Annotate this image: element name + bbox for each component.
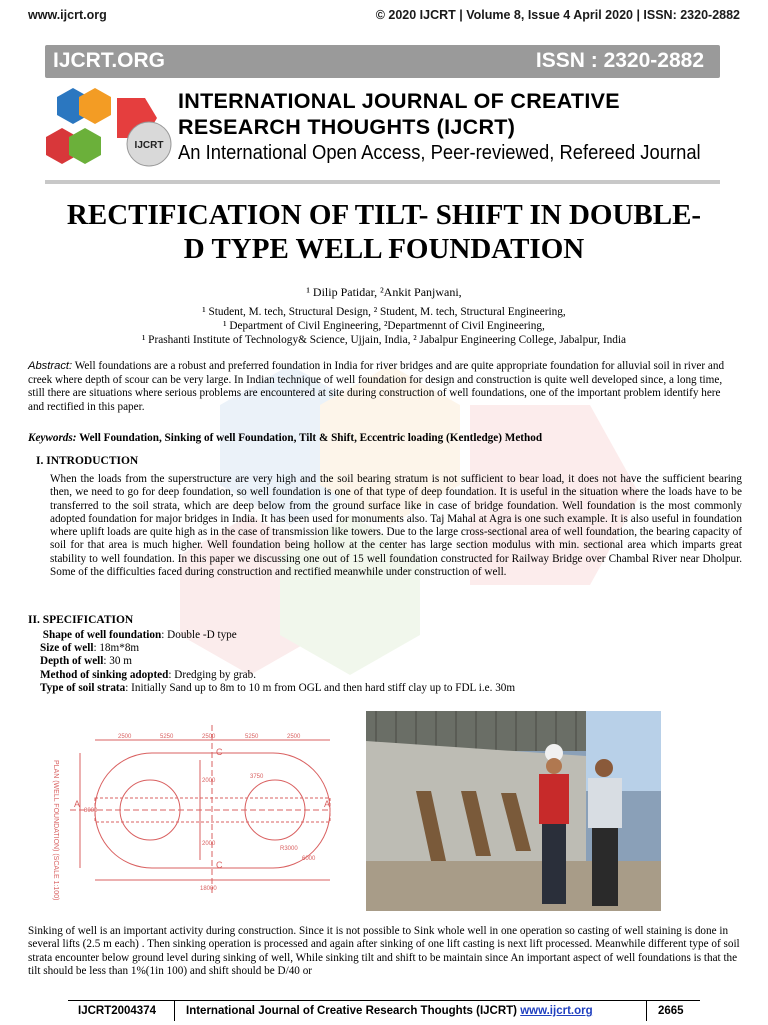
well-plan-drawing (40, 720, 340, 900)
dim-top-5: 2500 (287, 734, 301, 740)
affiliation-line2: ¹ Department of Civil Engineering, ²Departmennt of Civil Engineering, (223, 320, 545, 332)
keywords-label: Keywords: (28, 432, 77, 444)
page-footer (68, 1000, 700, 1025)
dim-mid: 3750 (250, 774, 264, 780)
paper-title-line2: D TYPE WELL FOUNDATION (183, 233, 585, 265)
dim-top-3: 2500 (202, 734, 216, 740)
dim-side: 8000 (84, 808, 98, 814)
abstract-text: Well foundations are a robust and preferred foundation in India for river bridges and are quite appropriate foundation for alluvial soil in river and creek where depth of scour can be very large. In Indian technique of well foundation for design and construction is quite well developed since, a long time, still there are situations where serious problems are encountered at site during construction of well foundations, one of the important problem identify here and rectified in this paper. (28, 360, 725, 413)
journal-subtitle: An International Open Access, Peer-reviewed, Refereed Journal (178, 142, 701, 164)
journal-title-line2: RESEARCH THOUGHTS (IJCRT) (178, 115, 516, 139)
header-rule (45, 180, 720, 184)
intro-heading: I. INTRODUCTION (36, 455, 139, 467)
dim-top-2: 5250 (160, 734, 174, 740)
header-site[interactable]: www.ijcrt.org (28, 8, 107, 22)
abstract (28, 360, 738, 414)
journal-logo (45, 84, 175, 172)
dim-r2: 6000 (302, 856, 316, 862)
dim-bottom: 18000 (200, 886, 217, 892)
spec-item: Size of well: 18m*8m (40, 642, 140, 655)
footer-journal: International Journal of Creative Research Thoughts (IJCRT) www.ijcrt.org (186, 1005, 593, 1017)
spec-item: Depth of well: 30 m (40, 655, 132, 668)
sinking-paragraph: Sinking of well is an important activity during construction. Since it is not possible to Sink whole well in one operation so casting of well staining is done in several lifts (2.5 m each) . Then sinking operation is processed and again after sinking of one lift casting is next lift processed. Meanwhile different type of soil strata encounter below ground level during sinking of well, While sinking tilt and shift to be maintain since An important aspect of well foundations is that the tilt should be less than 1%(1in 100) and shift should be D/40 or (28, 925, 740, 977)
running-header (28, 6, 740, 24)
affiliation-line1: ¹ Student, M. tech, Structural Design, ² Student, M. tech, Structural Engineering, (202, 306, 566, 318)
header-issue: © 2020 IJCRT | Volume 8, Issue 4 April 2020 | ISSN: 2320-2882 (375, 8, 740, 22)
spec-heading: II. SPECIFICATION (28, 614, 134, 626)
dim-v1: 2000 (202, 778, 216, 784)
spec-list (40, 629, 740, 695)
dim-top-4: 5250 (245, 734, 259, 740)
section-top: C (216, 747, 223, 757)
journal-title (178, 88, 620, 140)
abstract-label: Abstract: (28, 360, 73, 372)
footer-id: IJCRT2004374 (78, 1005, 156, 1017)
footer-divider (174, 1001, 175, 1021)
footer-page-number: 2665 (658, 1005, 684, 1017)
dim-v2: 2000 (202, 841, 216, 847)
affiliation-line3: ¹ Prashanti Institute of Technology& Science, Ujjain, India, ² Jabalpur Engineering College, Jabalpur, India (141, 334, 627, 346)
section-left: A (74, 799, 81, 809)
section-bottom: C (216, 860, 223, 870)
section-right: A (324, 799, 331, 809)
logo-text: IJCRT (134, 140, 164, 151)
journal-banner (45, 45, 720, 78)
site-photo (366, 711, 661, 911)
authors-block (0, 285, 768, 347)
footer-divider (646, 1001, 647, 1021)
author-names: ¹ Dilip Patidar, ²Ankit Panjwani, (306, 285, 462, 299)
keywords (28, 432, 738, 444)
keywords-text: Well Foundation, Sinking of well Foundation, Tilt & Shift, Eccentric loading (Kentledge) Method (76, 432, 543, 444)
banner-left: IJCRT.ORG (53, 49, 166, 72)
dim-r: R3000 (280, 846, 298, 852)
dim-top-1: 2500 (118, 734, 132, 740)
banner-right: ISSN : 2320-2882 (535, 49, 704, 72)
spec-item: Shape of well foundation: Double -D type (42, 629, 237, 641)
footer-url-link[interactable]: www.ijcrt.org (520, 1005, 593, 1017)
journal-title-line1: INTERNATIONAL JOURNAL OF CREATIVE (178, 89, 620, 113)
spec-item: Type of soil strata: Initially Sand up to 8m to 10 m from OGL and then hard stiff clay up to FDL i.e. 30m (40, 681, 516, 694)
paper-title (30, 198, 738, 266)
spec-item: Method of sinking adopted: Dredging by grab. (40, 668, 256, 681)
plan-label: PLAN (WELL FOUNDATION) (SCALE 1:100) (52, 760, 59, 900)
paper-title-line1: RECTIFICATION OF TILT- SHIFT IN DOUBLE- (66, 199, 702, 231)
intro-paragraph: When the loads from the superstructure are very high and the soil bearing stratum is not sufficient to bear load, it does not have the sufficient bearing then, we need to go for deep foundation, so well foundation is one of that type of deep foundation. It is useful in the situation where the loads have to be transferred to the soil strata, which are deep below from the ground surface like in case of bridge foundation. Well foundation is the most commonly adopted foundation for major bridges in India. It has been used for monuments also. Taj Mahal at Agra is one such example. It is also useful in foundation where uplift loads are quite high as in the case of transmission like towers. Due to the large cross-sectional area of well foundation, the bearing capacity of soil for that area is much higher. Well foundation being hollow at the center has large section modulus with min. sectional area which imparts great stability to well foundation. In this paper we discussing one out of 15 well foundation constructed for Railway Bridge over Chambal River near Dholpur. Some of the difficulties faced during construction and rectified meanwhile under construction of well. (50, 473, 742, 579)
